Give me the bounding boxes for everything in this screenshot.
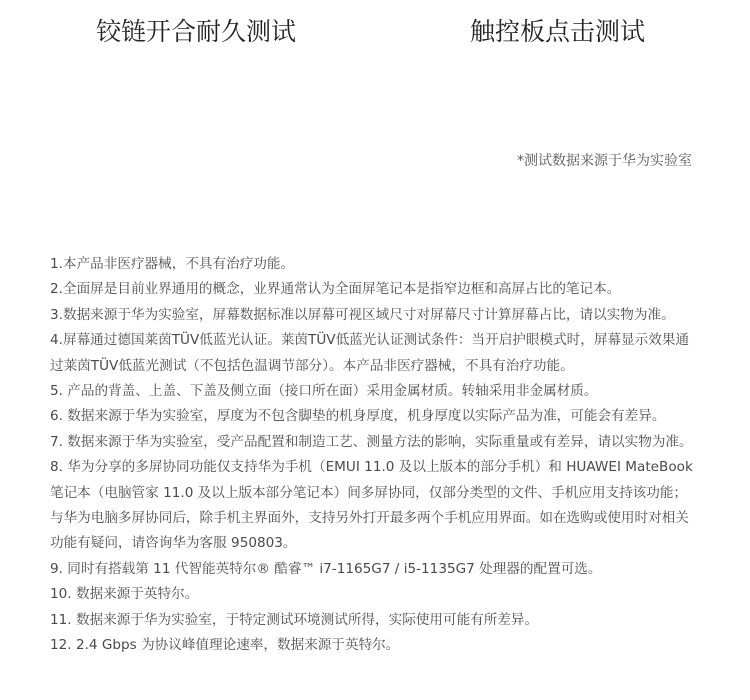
disclaimer-note: 2.全面屏是目前业界通用的概念，业界通常认为全面屏笔记本是指窄边框和高屏占比的笔记本。 bbox=[50, 281, 621, 298]
disclaimer-note: 12. 2.4 Gbps 为协议峰值理论速率，数据来源于英特尔。 bbox=[50, 637, 400, 654]
touchpad-test-title: 触控板点击测试 bbox=[470, 17, 646, 46]
disclaimer-note: 11. 数据来源于华为实验室，于特定测试环境测试所得，实际使用可能有所差异。 bbox=[50, 611, 539, 628]
disclaimer-note: 8. 华为分享的多屏协同功能仅支持华为手机（EMUI 11.0 及以上版本的部分手机）和 HUAWEI MateBook笔记本（电脑管家 11.0 及以上版本部分笔记本）间多屏协同，仅部分类型的文件、手机应用支持该功能；与华为电脑多屏协同后，除手机主界面外，支持另外打开最多两个手机应用界面。如在选购或使用时对相关功能有疑问，请咨询华为客服 950803。 bbox=[50, 459, 693, 552]
test-source-note: *测试数据来源于华为实验室 bbox=[517, 153, 692, 169]
disclaimer-note: 7. 数据来源于华为实验室，受产品配置和制造工艺、测量方法的影响，实际重量或有差异，请以实物为准。 bbox=[50, 433, 693, 450]
disclaimer-note: 9. 同时有搭载第 11 代智能英特尔® 酷睿™ i7-1165G7 / i5-1135G7 处理器的配置可选。 bbox=[50, 560, 602, 577]
disclaimer-note: 3.数据来源于华为实验室，屏幕数据标准以屏幕可视区域尺寸对屏幕尺寸计算屏幕占比，请以实物为准。 bbox=[50, 306, 675, 323]
disclaimer-note: 6. 数据来源于华为实验室，厚度为不包含脚垫的机身厚度，机身厚度以实际产品为准，可能会有差异。 bbox=[50, 408, 666, 425]
disclaimer-note: 1.本产品非医疗器械，不具有治疗功能。 bbox=[50, 256, 295, 272]
disclaimer-notes-list bbox=[50, 252, 700, 659]
disclaimer-note: 10. 数据来源于英特尔。 bbox=[50, 586, 199, 603]
disclaimer-note: 4.屏幕通过德国莱茵TÜV低蓝光认证。莱茵TÜV低蓝光认证测试条件：当开启护眼模式时，屏幕显示效果通过莱茵TÜV低蓝光测试（不包括色温调节部分）。本产品非医疗器械，不具有治疗功能。 bbox=[50, 332, 690, 374]
disclaimer-note: 5. 产品的背盖、上盖、下盖及侧立面（接口所在面）采用金属材质。转轴采用非金属材质。 bbox=[50, 383, 598, 400]
test-titles-header bbox=[0, 14, 750, 54]
hinge-test-title: 铰链开合耐久测试 bbox=[96, 17, 297, 46]
